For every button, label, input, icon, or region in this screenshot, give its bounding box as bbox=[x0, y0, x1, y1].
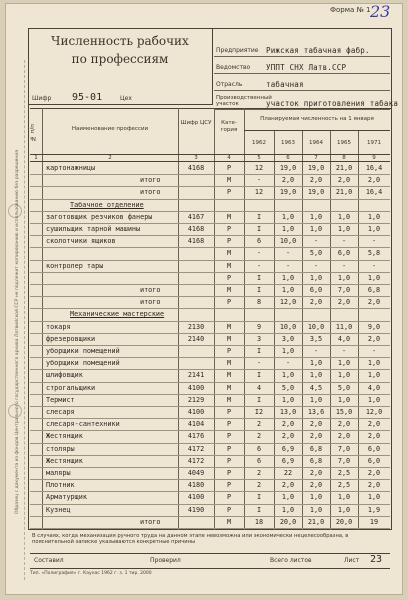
title-line-2: по профессиям bbox=[71, 52, 169, 66]
year-value: 19,0 bbox=[307, 188, 325, 197]
year-value: - bbox=[313, 237, 319, 246]
year-value: 1,0 bbox=[309, 395, 323, 404]
category: Р bbox=[226, 493, 232, 502]
year-value: I bbox=[256, 286, 262, 294]
csu-code: 2129 bbox=[187, 395, 205, 404]
row-divider bbox=[30, 406, 390, 407]
year-value: 1,0 bbox=[367, 212, 381, 221]
year-value: 4 bbox=[256, 383, 262, 392]
year-value: 8 bbox=[256, 298, 262, 307]
header-row: Производственный участок участок приготовления табака bbox=[214, 91, 390, 110]
year-value: 1,0 bbox=[281, 212, 295, 221]
row-divider bbox=[30, 296, 390, 297]
column-index: 2 bbox=[108, 155, 112, 161]
category: Р bbox=[226, 420, 232, 429]
year-value: 2 bbox=[256, 420, 262, 429]
row-divider bbox=[30, 430, 390, 431]
year-value: 7,0 bbox=[337, 286, 351, 294]
year-value: 6 bbox=[256, 444, 262, 453]
category: М bbox=[226, 517, 232, 526]
year-value: - bbox=[256, 176, 262, 185]
category: Р bbox=[226, 432, 232, 441]
profession-name: итого bbox=[140, 286, 161, 294]
year-value: 1,0 bbox=[367, 493, 381, 502]
col-name-header: Наименование профессии bbox=[71, 126, 149, 132]
year-value: 20,0 bbox=[335, 517, 353, 526]
year-value: 1,0 bbox=[281, 371, 295, 380]
year-value: 2,0 bbox=[367, 481, 381, 490]
profession-name: Плотник bbox=[46, 481, 75, 490]
column-index: 1 bbox=[34, 155, 38, 161]
profession-name: сушильщик тарной машины bbox=[46, 225, 141, 233]
header-row: Отрасль табачная bbox=[214, 74, 390, 91]
profession-name: уборщики помещений bbox=[46, 359, 120, 368]
year-value: 1,0 bbox=[309, 505, 323, 514]
profession-name: Механические мастерские bbox=[70, 310, 165, 319]
year-value: 3,0 bbox=[281, 334, 295, 343]
category: М bbox=[226, 176, 232, 185]
column-index: 5 bbox=[257, 155, 261, 161]
row-divider bbox=[30, 199, 390, 200]
csu-code: 4167 bbox=[187, 212, 205, 221]
profession-name: маляры bbox=[46, 469, 71, 477]
row-divider bbox=[30, 321, 390, 322]
year-value: 12 bbox=[254, 188, 264, 197]
year-value: 21,0 bbox=[335, 188, 353, 197]
year-value: 16,4 bbox=[365, 164, 383, 172]
year-value: - bbox=[285, 249, 291, 258]
row-divider bbox=[30, 467, 390, 468]
category: Р bbox=[226, 408, 232, 416]
year-value: 20,0 bbox=[279, 517, 297, 526]
year-value: 12,0 bbox=[279, 298, 297, 307]
category: М bbox=[226, 383, 232, 392]
year-value: 1,0 bbox=[337, 505, 351, 514]
year-value: 1,0 bbox=[281, 286, 295, 294]
year-value: - bbox=[285, 261, 291, 270]
shifr-label: Шифр bbox=[32, 95, 52, 102]
form-title bbox=[28, 32, 212, 84]
year-value: 19,0 bbox=[307, 164, 325, 172]
year-value: 22 bbox=[283, 469, 293, 477]
year-value: I bbox=[256, 225, 262, 233]
year-value: I bbox=[256, 212, 262, 221]
handwritten-page-number: 23 bbox=[370, 2, 391, 21]
year-value: 1,0 bbox=[367, 395, 381, 404]
profession-name: итого bbox=[140, 188, 161, 197]
column-index: 6 bbox=[286, 155, 290, 161]
year-value: 2,0 bbox=[281, 420, 295, 429]
year-value: 2,0 bbox=[337, 432, 351, 441]
shifr-value: 95-01 bbox=[72, 92, 103, 103]
year-value: 2,0 bbox=[309, 420, 323, 429]
column-index: 4 bbox=[227, 155, 231, 161]
year-value: I bbox=[256, 371, 262, 380]
year-value: 1,0 bbox=[337, 212, 351, 221]
year-value: 6,0 bbox=[337, 249, 351, 258]
year-value: - bbox=[256, 261, 262, 270]
year-value: 2,0 bbox=[367, 432, 381, 441]
year-value: 1,0 bbox=[281, 493, 295, 502]
profession-name: сколотчики ящиков bbox=[46, 237, 116, 246]
year-value: 2,0 bbox=[281, 176, 295, 185]
year-value: I bbox=[256, 273, 262, 282]
year-value: 2 bbox=[256, 469, 262, 477]
row-divider bbox=[30, 333, 390, 334]
csu-code: 4104 bbox=[187, 420, 205, 429]
row-divider bbox=[30, 369, 390, 370]
year-value: 1,0 bbox=[367, 359, 381, 368]
csu-code: 2140 bbox=[187, 334, 205, 343]
column-index: 3 bbox=[194, 155, 198, 161]
row-divider bbox=[30, 382, 390, 383]
shifr-line bbox=[32, 92, 212, 104]
year-value: 2,0 bbox=[281, 481, 295, 490]
footnote: В случаях, когда механизация ручного труда на данном этапе невозможна или экономически нецелесообразна, в пояснительной записке указываются конкретные причины bbox=[32, 533, 349, 546]
category: Р bbox=[226, 225, 232, 233]
year-value: 12,0 bbox=[365, 408, 383, 416]
csu-code: 4100 bbox=[187, 383, 205, 392]
col-cat-header: Кате-гория bbox=[220, 120, 238, 133]
year-value: 1,0 bbox=[309, 212, 323, 221]
column-index: 9 bbox=[372, 155, 376, 161]
row-divider bbox=[30, 308, 390, 309]
profession-name: Табачное отделение bbox=[70, 200, 144, 209]
header-row: Ведомство УППТ СНХ Латв.ССР bbox=[214, 57, 390, 74]
year-value: 1,0 bbox=[281, 273, 295, 282]
year-value: I bbox=[256, 347, 262, 355]
tsekh-label: Цех bbox=[120, 95, 132, 102]
year-value: 6,0 bbox=[367, 444, 381, 453]
csu-code: 4168 bbox=[187, 225, 205, 233]
year-header: 1971 bbox=[367, 140, 381, 146]
year-value: 4,0 bbox=[367, 383, 381, 392]
year-value: 18 bbox=[254, 517, 264, 526]
year-value: 2,5 bbox=[337, 469, 351, 477]
form-number: Форма № 1 bbox=[330, 6, 371, 14]
year-value: 1,0 bbox=[281, 225, 295, 233]
year-value: 2,0 bbox=[309, 176, 323, 185]
profession-name: итого bbox=[140, 517, 161, 526]
row-divider bbox=[30, 345, 390, 346]
category: Р bbox=[226, 469, 232, 477]
year-value: I bbox=[256, 395, 262, 404]
category: Р bbox=[226, 456, 232, 465]
row-divider bbox=[30, 528, 390, 529]
year-value: 6,0 bbox=[367, 456, 381, 465]
year-value: 10,0 bbox=[279, 237, 297, 246]
year-value: 11,0 bbox=[335, 322, 353, 331]
year-header: 1964 bbox=[309, 140, 323, 146]
category: Р bbox=[226, 188, 232, 197]
year-value: 1,0 bbox=[337, 225, 351, 233]
year-value: 2,0 bbox=[309, 481, 323, 490]
year-value: 1,0 bbox=[281, 505, 295, 514]
category: М bbox=[226, 212, 232, 221]
year-value: 1,9 bbox=[367, 505, 381, 514]
category: Р bbox=[226, 273, 232, 282]
year-value: 2,0 bbox=[309, 432, 323, 441]
row-divider bbox=[30, 174, 390, 175]
year-value: 4,0 bbox=[337, 334, 351, 343]
category: М bbox=[226, 249, 232, 258]
year-value: 2,0 bbox=[367, 420, 381, 429]
year-value: 6,9 bbox=[281, 456, 295, 465]
year-value: - bbox=[341, 237, 347, 246]
profession-name: Кузнец bbox=[46, 505, 71, 514]
year-value: - bbox=[313, 261, 319, 270]
side-stamp: Образец с документа из фондов Центрального государственного архива Латвийской ССР не подлежит копированию и использованию без разрешения bbox=[15, 150, 20, 514]
profession-name: картонажницы bbox=[46, 164, 96, 172]
checked-label: Проверил bbox=[150, 557, 181, 564]
category: М bbox=[226, 371, 232, 380]
year-value: 1,0 bbox=[281, 347, 295, 355]
year-value: 2,0 bbox=[337, 420, 351, 429]
year-value: - bbox=[371, 237, 377, 246]
year-value: 1,0 bbox=[309, 371, 323, 380]
year-value: 5,0 bbox=[337, 383, 351, 392]
year-value: 19,0 bbox=[279, 188, 297, 197]
row-divider bbox=[30, 504, 390, 505]
compiled-label: Составил bbox=[34, 557, 64, 564]
year-value: 21,0 bbox=[307, 517, 325, 526]
year-value: - bbox=[313, 347, 319, 355]
year-value: 1,0 bbox=[309, 225, 323, 233]
row-divider bbox=[30, 260, 390, 261]
row-divider bbox=[30, 418, 390, 419]
column-index: 7 bbox=[314, 155, 318, 161]
column-index: 8 bbox=[342, 155, 346, 161]
row-divider bbox=[30, 455, 390, 456]
year-value: 15,0 bbox=[335, 408, 353, 416]
category: Р bbox=[226, 444, 232, 453]
title-line-1: Численность рабочих bbox=[51, 34, 189, 48]
year-value: - bbox=[256, 249, 262, 258]
category: Р bbox=[226, 505, 232, 514]
row-divider bbox=[30, 235, 390, 236]
year-value: 5,0 bbox=[281, 383, 295, 392]
profession-name: Жестянщик bbox=[46, 432, 83, 441]
profession-name: строгальщики bbox=[46, 383, 96, 392]
year-value: 2,0 bbox=[367, 176, 381, 185]
csu-code: 4190 bbox=[187, 505, 205, 514]
year-value: 2,0 bbox=[281, 432, 295, 441]
csu-code: 4172 bbox=[187, 456, 205, 465]
year-value: - bbox=[256, 359, 262, 368]
profession-name: столяры bbox=[46, 444, 75, 453]
category: Р bbox=[226, 481, 232, 490]
year-value: 1,0 bbox=[309, 359, 323, 368]
col-group-header: Планируемая численность на 1 января bbox=[260, 116, 374, 122]
year-value: 6,8 bbox=[309, 456, 323, 465]
printer-imprint: Тип. «Полиграфия» г. Каунас 1962 г. з. 1 тир. 2000 bbox=[30, 571, 152, 576]
year-value: 6 bbox=[256, 237, 262, 246]
year-header: 1963 bbox=[281, 140, 295, 146]
year-value: 16,4 bbox=[365, 188, 383, 197]
year-value: 6,0 bbox=[309, 286, 323, 294]
csu-code: 4180 bbox=[187, 481, 205, 490]
year-value: 10,0 bbox=[307, 322, 325, 331]
year-value: I bbox=[256, 505, 262, 514]
year-value: 1,0 bbox=[367, 225, 381, 233]
year-value: 5,0 bbox=[309, 249, 323, 258]
year-value: 1,0 bbox=[337, 359, 351, 368]
sheet-label: Лист bbox=[344, 557, 360, 564]
year-value: 4,5 bbox=[309, 383, 323, 392]
category: М bbox=[226, 395, 232, 404]
row-divider bbox=[30, 491, 390, 492]
year-value: 3,5 bbox=[309, 334, 323, 343]
row-divider bbox=[30, 443, 390, 444]
row-divider bbox=[30, 247, 390, 248]
csu-code: 4049 bbox=[187, 469, 205, 477]
category: М bbox=[226, 261, 232, 270]
professions-table bbox=[30, 108, 391, 109]
year-value: 7,0 bbox=[337, 456, 351, 465]
year-value: 9 bbox=[256, 322, 262, 331]
year-value: 9,0 bbox=[367, 322, 381, 331]
year-value: - bbox=[341, 261, 347, 270]
year-value: 5,8 bbox=[367, 249, 381, 258]
year-header: 1962 bbox=[252, 140, 266, 146]
col-code-header: Шифр ЦСУ bbox=[180, 120, 212, 126]
row-divider bbox=[30, 394, 390, 395]
profession-name: слесаря bbox=[46, 408, 75, 416]
year-value: 6,8 bbox=[367, 286, 381, 294]
profession-name: итого bbox=[140, 176, 161, 185]
year-value: 1,0 bbox=[337, 493, 351, 502]
row-divider bbox=[30, 284, 390, 285]
csu-code: 4168 bbox=[187, 164, 205, 172]
csu-code: 2141 bbox=[187, 371, 205, 380]
row-divider bbox=[30, 211, 390, 212]
year-value: 2,0 bbox=[337, 176, 351, 185]
row-divider bbox=[30, 357, 390, 358]
category: М bbox=[226, 359, 232, 368]
year-value: 2 bbox=[256, 481, 262, 490]
total-sheets-label: Всего листов bbox=[270, 557, 312, 564]
year-value: 12 bbox=[254, 164, 264, 172]
profession-name: слесаря-сантехники bbox=[46, 420, 120, 429]
category: Р bbox=[226, 164, 232, 172]
year-value: 1,0 bbox=[367, 273, 381, 282]
year-value: 21,0 bbox=[335, 164, 353, 172]
profession-name: токаря bbox=[46, 322, 71, 331]
csu-code: 2130 bbox=[187, 322, 205, 331]
year-value: 6 bbox=[256, 456, 262, 465]
header-row: Предприятие Рижская табачная фабр. bbox=[214, 40, 390, 57]
fold-line bbox=[24, 60, 25, 580]
row-divider bbox=[30, 479, 390, 480]
profession-name: Термист bbox=[46, 395, 75, 404]
year-value: 19 bbox=[369, 517, 379, 526]
row-divider bbox=[30, 223, 390, 224]
year-value: - bbox=[285, 359, 291, 368]
year-value: - bbox=[371, 261, 377, 270]
year-value: 3 bbox=[256, 334, 262, 343]
category: М bbox=[226, 334, 232, 343]
csu-code: 4100 bbox=[187, 408, 205, 416]
year-value: 2,5 bbox=[337, 481, 351, 490]
group-divider bbox=[244, 130, 390, 131]
year-value: 13,6 bbox=[307, 408, 325, 416]
year-value: - bbox=[371, 347, 377, 355]
profession-name: итого bbox=[140, 298, 161, 307]
category: Р bbox=[226, 347, 232, 355]
year-value: 1,0 bbox=[309, 273, 323, 282]
sheet-number: 23 bbox=[370, 554, 383, 565]
year-value: 1,0 bbox=[281, 395, 295, 404]
category: М bbox=[226, 286, 232, 294]
year-value: 1,0 bbox=[367, 371, 381, 380]
signature-strip bbox=[30, 553, 390, 569]
profession-name: шлифовщик bbox=[46, 371, 83, 380]
profession-name: контролер тары bbox=[46, 261, 104, 270]
year-value: 2,0 bbox=[367, 334, 381, 343]
csu-code: 4176 bbox=[187, 432, 205, 441]
profession-name: заготовщик резчиков фанеры bbox=[46, 212, 153, 221]
category: М bbox=[226, 322, 232, 331]
csu-code: 4100 bbox=[187, 493, 205, 502]
profession-name: Жестянщик bbox=[46, 456, 83, 465]
year-value: 13,0 bbox=[279, 408, 297, 416]
category: Р bbox=[226, 237, 232, 246]
year-value: I bbox=[256, 493, 262, 502]
profession-name: Арматурщик bbox=[46, 493, 87, 502]
enterprise-header bbox=[214, 40, 399, 110]
year-value: 6,8 bbox=[309, 444, 323, 453]
year-value: 2,0 bbox=[367, 298, 381, 307]
category: Р bbox=[226, 298, 232, 307]
profession-name: уборщики помещений bbox=[46, 347, 120, 355]
year-value: 1,0 bbox=[309, 493, 323, 502]
year-value: 2,0 bbox=[367, 469, 381, 477]
year-value: 2,0 bbox=[309, 298, 323, 307]
year-header: 1965 bbox=[337, 140, 351, 146]
row-divider bbox=[30, 186, 390, 187]
csu-code: 4172 bbox=[187, 444, 205, 453]
year-value: 2,0 bbox=[337, 298, 351, 307]
row-divider bbox=[30, 516, 390, 517]
year-value: 6,9 bbox=[281, 444, 295, 453]
col-num-header: № п/п bbox=[30, 124, 36, 142]
year-value: 2,0 bbox=[309, 469, 323, 477]
year-value: 1,0 bbox=[337, 371, 351, 380]
year-value: 1,0 bbox=[337, 273, 351, 282]
year-value: 7,0 bbox=[337, 444, 351, 453]
year-value: 2 bbox=[256, 432, 262, 441]
year-value: 19,0 bbox=[279, 164, 297, 172]
year-value: 10,0 bbox=[279, 322, 297, 331]
year-value: 1,0 bbox=[337, 395, 351, 404]
row-divider bbox=[30, 272, 390, 273]
year-value: I2 bbox=[254, 408, 264, 416]
year-value: - bbox=[341, 347, 347, 355]
csu-code: 4168 bbox=[187, 237, 205, 246]
profession-name: фрезеровщики bbox=[46, 334, 96, 343]
